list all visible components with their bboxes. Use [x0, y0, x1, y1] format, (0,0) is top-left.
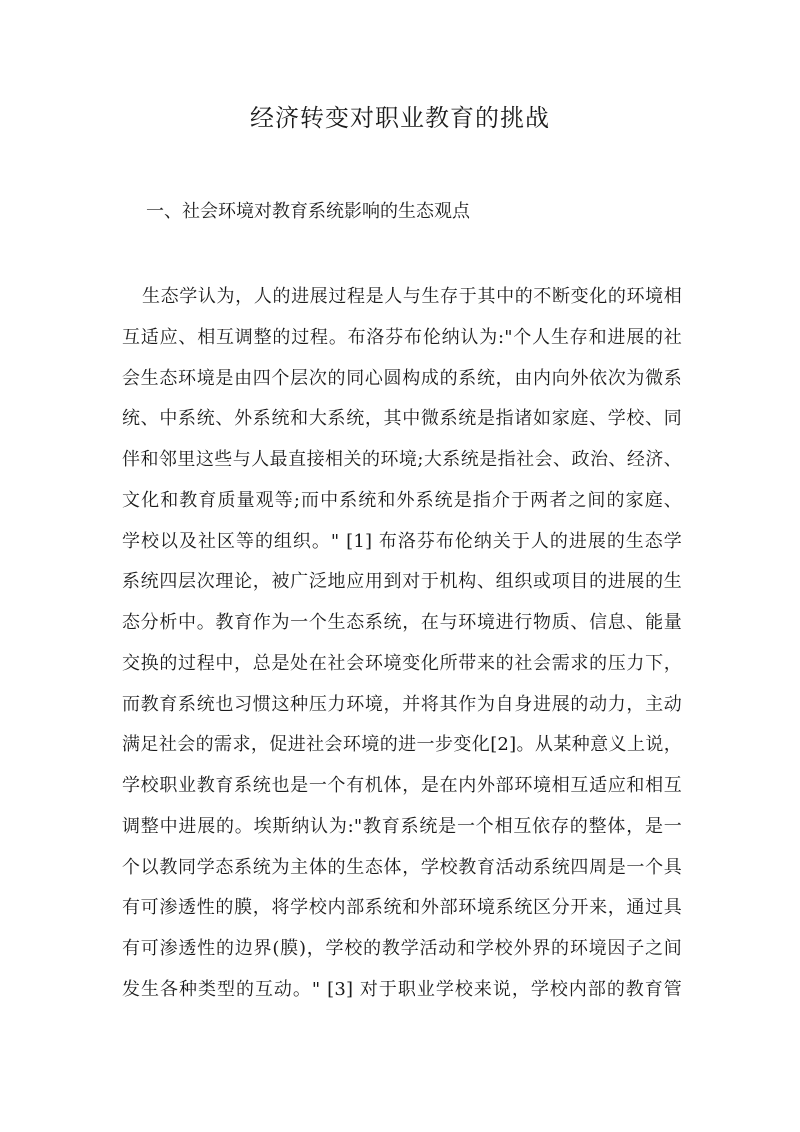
- paragraph-line: 态分析中。教育作为一个生态系统，在与环境进行物质、信息、能量: [122, 612, 682, 633]
- paragraph-line: 学校职业教育系统也是一个有机体，是在内外部环境相互适应和相互: [122, 775, 682, 796]
- paragraph-line: 满足社会的需求，促进社会环境的进一步变化[2]。从某种意义上说，: [122, 734, 682, 756]
- paragraph-line: 会生态环境是由四个层次的同心圆构成的系统，由内向外依次为微系: [122, 367, 682, 389]
- paragraph-line: 互适应、相互调整的过程。布洛芬布伦纳认为:"个人生存和进展的社: [122, 326, 682, 348]
- body-paragraph: [122, 277, 682, 1011]
- section-heading: 一、社会环境对教育系统影响的生态观点: [146, 201, 470, 222]
- paragraph-line: 交换的过程中，总是处在社会环境变化所带来的社会需求的压力下，: [122, 652, 682, 674]
- paragraph-line: 有可渗透性的膜，将学校内部系统和外部环境系统区分开来，通过具: [122, 897, 682, 919]
- paragraph-line: 有可渗透性的边界(膜)，学校的教学活动和学校外界的环境因子之间: [122, 938, 682, 959]
- paragraph-line: 学校以及社区等的组织。" [1] 布洛芬布伦纳关于人的进展的生态学: [122, 530, 682, 552]
- paragraph-line: 文化和教育质量观等;而中系统和外系统是指介于两者之间的家庭、: [122, 489, 682, 511]
- paragraph-line: 伴和邻里这些与人最直接相关的环境;大系统是指社会、政治、经济、: [122, 449, 682, 470]
- paragraph-line: 而教育系统也习惯这种压力环境，并将其作为自身进展的动力，主动: [122, 693, 682, 715]
- paragraph-line: 个以教同学态系统为主体的生态体，学校教育活动系统四周是一个具: [122, 856, 682, 878]
- paragraph-line: 调整中进展的。埃斯纳认为:"教育系统是一个相互依存的整体，是一: [122, 815, 682, 837]
- paragraph-line: 发生各种类型的互动。" [3] 对于职业学校来说，学校内部的教育管: [122, 978, 682, 1000]
- paragraph-line: 生态学认为，人的进展过程是人与生存于其中的不断变化的环境相: [142, 286, 682, 307]
- document-title: 经济转变对职业教育的挑战: [250, 104, 550, 132]
- paragraph-line: 统、中系统、外系统和大系统，其中微系统是指诸如家庭、学校、同: [122, 408, 682, 430]
- paragraph-line: 系统四层次理论，被广泛地应用到对于机构、组织或项目的进展的生: [122, 571, 682, 593]
